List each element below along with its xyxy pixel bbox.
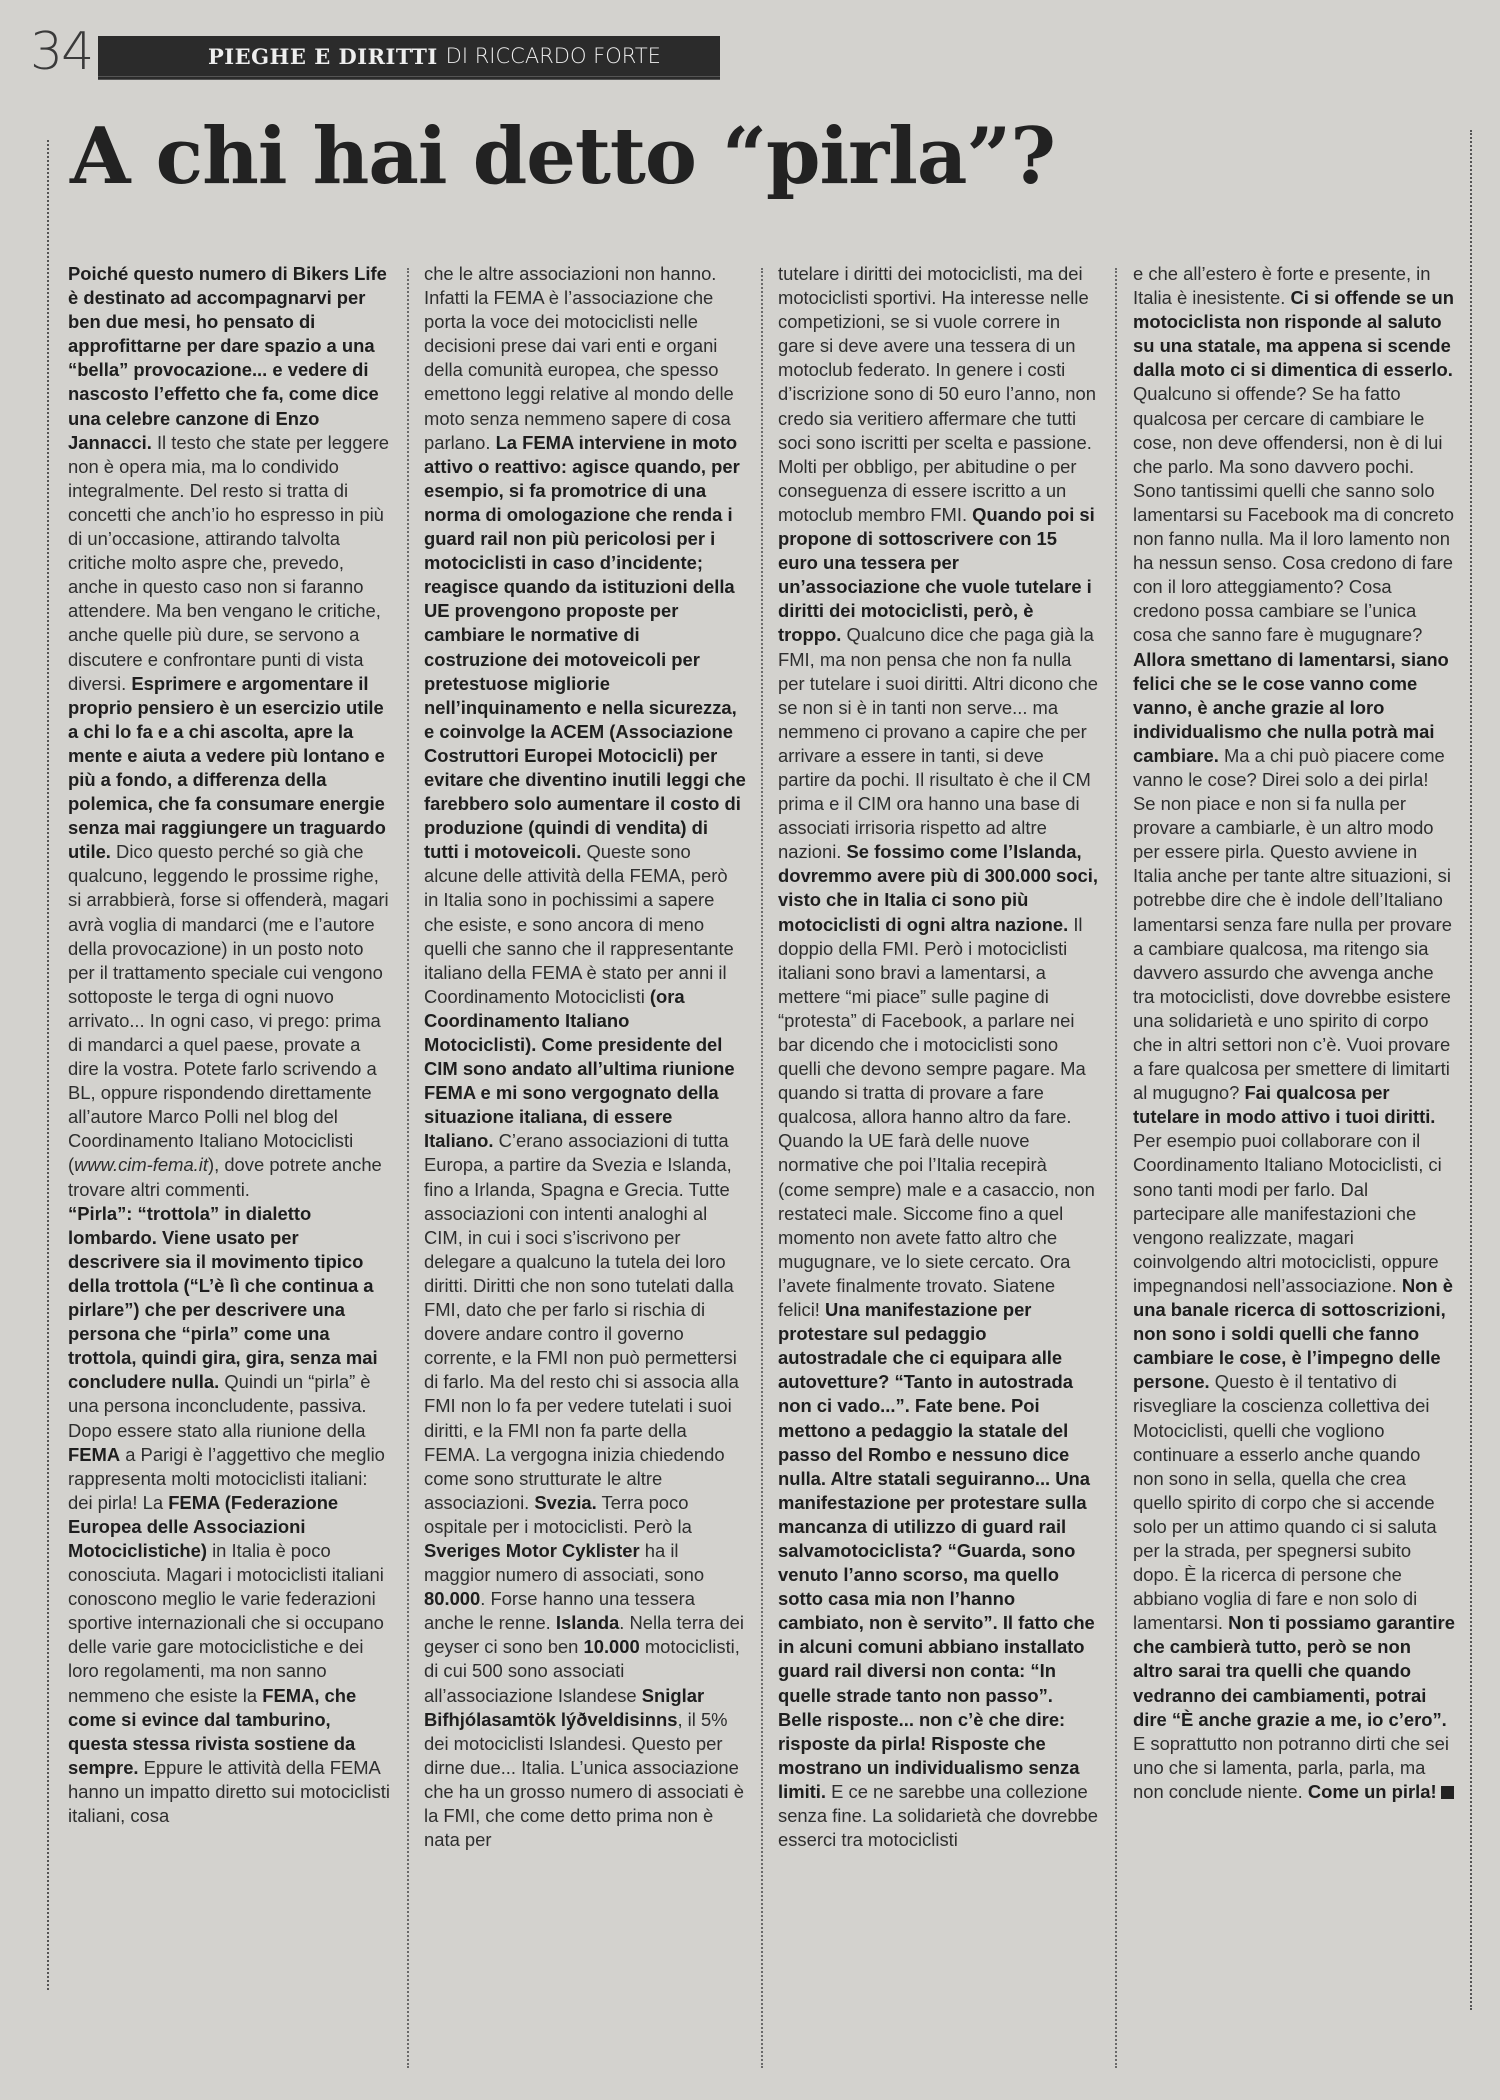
article-column-3: [778, 262, 1100, 2062]
text-run: Il testo che state per leggere non è opera mia, ma lo condivido integralmente. Del resto si tratta di concetti che anch’io ho espresso in più di un’occasione, attirando talvolta critiche molto aspre che, prevedo, anche in questo caso non si faranno attendere. Ma ben vengano le critiche, anche quelle più dure, se servono a discutere e confrontare punti di vista diversi.: [68, 431, 390, 694]
article-paragraph: [68, 262, 390, 1828]
text-run: Qualcuno dice che paga già la FMI, ma non pensa che non fa nulla per tutelare i suoi diritti. Altri dicono che se non si è in tanti non serve... ma nemmeno ci provano a capire che per arrivare a essere in tanti, si deve partire da pochi. Il risultato è che il CM prima e il CIM ora hanno una base di associati irrisoria rispetto ad altre nazioni.: [778, 624, 1098, 863]
bold-text-run: Una manifestazione per protestare sul pedaggio autostradale che ci equipara alle autovetture? “Tanto in autostrada non ci vado...”. Fate bene. Poi mettono a pedaggio la statale del passo del Rombo e nessuno dice nulla. Altre statali seguiranno... Una manifestazione per protestare sulla mancanza di utilizzo di guard rail salvamotociclista? “Guarda, sono venuto l’anno scorso, ma quello sotto casa mia non l’hanno cambiato, non è servito”. Il fatto che in alcuni comuni abbiano installato guard rail diversi non conta: “In quelle strade tanto non passo”. Belle risposte... non c’è che dire: risposte da pirla! Risposte che mostrano un individualismo senza limiti.: [778, 1299, 1095, 1802]
text-run: in Italia è poco conosciuta. Magari i motociclisti italiani conoscono meglio le varie federazioni sportive internazionali che si occupano delle varie gare motociclistiche e dei loro regolamenti, ma non sanno nemmeno che esiste la: [68, 1539, 384, 1706]
text-run: Per esempio puoi collaborare con il Coordinamento Italiano Motociclisti, ci sono tanti modi per farlo. Dal partecipare alle manifestazioni che vengono realizzate, magari coinvolgendo altri motociclisti, oppure impegnandosi nell’associazione.: [1133, 1130, 1442, 1296]
text-run: Eppure le attività della FEMA hanno un impatto diretto sui motociclisti italiani, cosa: [68, 1756, 390, 1826]
column-divider: [407, 268, 409, 2068]
bold-text-run: (ora Coordinamento Italiano Motociclisti). Come presidente del CIM sono andato all’ultima riunione FEMA e mi sono vergognato della situazione italiana, di essere Italiano.: [424, 985, 735, 1152]
bold-text-run: Poiché questo numero di Bikers Life è destinato ad accompagnarvi per ben due mesi, ho pensato di approfittarne per dare spazio a una “bella” provocazione... e vedere di nascosto l’effetto che fa, come dice una celebre canzone di Enzo Jannacci.: [68, 263, 387, 453]
bold-text-run: 10.000: [583, 1636, 640, 1658]
bold-text-run: Quando poi si propone di sottoscrivere con 15 euro una tessera per un’associazione che vuole tutelare i diritti dei motociclisti, però, è troppo.: [778, 503, 1095, 646]
bold-text-run: FEMA: [68, 1443, 121, 1465]
article-column-2: [424, 262, 746, 2062]
author-byline: DI RICCARDO FORTE: [445, 44, 661, 68]
text-run: . Forse hanno una tessera anche le renne.: [424, 1588, 695, 1634]
article-column-1: [68, 262, 390, 2062]
bold-text-run: 80.000: [424, 1588, 481, 1610]
bold-text-run: Allora smettano di lamentarsi, siano felici che se le cose vanno come vanno, è anche grazie al loro individualismo che nulla potrà mai cambiare.: [1133, 648, 1449, 766]
bold-text-run: Come un pirla!: [1307, 1780, 1437, 1802]
text-run: , il 5% dei motociclisti Islandesi. Questo per dirne due... Italia. L’unica associazione che ha un grosso numero di associati è la FMI, che come detto prima non è nata per: [424, 1708, 744, 1851]
article-column-4: [1133, 262, 1455, 2062]
bold-text-run: Islanda: [555, 1612, 620, 1634]
article-paragraph: [1133, 262, 1455, 1804]
text-run: Il doppio della FMI. Però i motociclisti italiani sono bravi a lamentarsi, a mettere “mi piace” sulle pagine di “protesta” di Facebook, a parlare nei bar dicendo che i motociclisti sono quelli che devono sempre pagare. Ma quando si tratta di provare a fare qualcosa, allora hanno altro da fare. Quando la UE farà delle nuove normative che poi l’Italia recepirà (come sempre) male e a casaccio, non restateci male. Siccome fino a quel momento non avete fatto altro che mugugnare, ve lo siete cercato. Ora l’avete finalmente trovato. Siatene felici!: [778, 913, 1095, 1321]
text-run: . Nella terra dei geyser ci sono ben: [424, 1612, 744, 1658]
text-run: Ma a chi può piacere come vanno le cose? Direi solo a dei pirla! Se non piace e non si fa nulla per provare a cambiarle, è un altro modo per essere pirla. Questo avviene in Italia anche per tante altre situazioni, si potrebbe dire che è indole dell’Italiano lamentarsi senza fare nulla per provare a cambiare qualcosa, ma ritengo sia davvero assurdo che avvenga anche tra motociclisti, dove dovrebbe esistere una solidarietà e uno spirito di corpo che in altri settori non c’è. Vuoi provare a fare qualcosa per smettere di limitarti al mugugno?: [1133, 744, 1452, 1104]
left-dotted-rule: [47, 140, 49, 1990]
text-run: tutelare i diritti dei motociclisti, ma dei motociclisti sportivi. Ha interesse nelle competizioni, se si vuole correre in gare si deve avere una tessera di un motoclub federato. In genere i costi d’iscrizione sono di 50 euro l’anno, non credo sia veritiero affermare che tutti soci sono iscritti per scelta e passione. Molti per obbligo, per abitudine o per conseguenza di essere iscritto a un motoclub membro FMI.: [778, 263, 1096, 525]
text-run: C’erano associazioni di tutta Europa, a partire da Svezia e Islanda, fino a Irlanda, Spagna e Grecia. Tutte associazioni con intenti analoghi al CIM, in cui i soci s’iscrivono per delegare a qualcuno la tutela dei loro diritti. Diritti che non sono tutelati dalla FMI, dato che per farlo si rischia di dovere andare contro il governo corrente, e la FMI non può permettersi di farlo. Ma del resto chi si associa alla FMI non lo fa per vedere tutelati i suoi diritti, e la FMI non fa parte della FEMA. La vergogna inizia chiedendo come sono strutturate le altre associazioni.: [424, 1130, 739, 1513]
page-number: 34: [30, 22, 93, 82]
bold-text-run: Fai qualcosa per tutelare in modo attivo i tuoi diritti.: [1133, 1082, 1436, 1128]
text-run: Terra poco ospitale per i motociclisti. Però la: [424, 1491, 692, 1537]
end-of-article-mark: [1441, 1786, 1454, 1799]
text-run: Quindi un “pirla” è una persona inconcludente, passiva. Dopo essere stato alla riunione della: [68, 1371, 371, 1441]
text-run: Questo è il tentativo di risvegliare la coscienza collettiva dei Motociclisti, quelli che vogliono continuare a esserlo anche quando non sono in sella, quella che crea quello spirito di corpo che si accende solo per un attimo quando ci si saluta per la strada, per spegnersi subito dopo. È la ricerca di persone che abbiano voglia di fare e non solo di lamentarsi.: [1133, 1371, 1437, 1634]
text-run: Queste sono alcune delle attività della FEMA, però in Italia sono in pochissimi a sapere che esiste, e sono ancora di meno quelli che sanno che il rappresentante italiano della FEMA è stato per anni il Coordinamento Motociclisti: [424, 841, 734, 1007]
text-run: ha il maggior numero di associati, sono: [424, 1539, 705, 1586]
text-run: che le altre associazioni non hanno. Infatti la FEMA è l’associazione che porta la voce dei motociclisti nelle decisioni prese dai vari enti e organi della comunità europea, che spesso emettono leggi relative al mondo delle moto senza nemmeno sapere di cosa parlano.: [424, 263, 734, 453]
text-run: e che all’estero è forte e presente, in Italia è inesistente.: [1133, 263, 1431, 309]
column-divider: [761, 268, 763, 2068]
bold-text-run: Non ti possiamo garantire che cambierà tutto, però se non altro sarai tra quelli che quando vedranno dei cambiamenti, potrai dire “È anche grazie a me, io c’ero”.: [1133, 1612, 1455, 1730]
bold-text-run: Ci si offende se un motociclista non risponde al saluto su una statale, ma appena si scende dalla moto ci si dimentica di esserlo.: [1133, 287, 1454, 381]
text-run: Qualcuno si offende? Se ha fatto qualcosa per cercare di cambiare le cose, non deve offendersi, non è di lui che parlo. Ma sono davvero pochi. Sono tantissimi quelli che sanno solo lamentarsi su Facebook ma di concreto non fanno nulla. Ma il loro lamento non ha nessun senso. Cosa credono di fare con il loro atteggiamento? Cosa credono possa cambiare se l’unica cosa che sanno fare è mugugnare?: [1133, 383, 1454, 646]
link-text-run: www.cim-fema.it: [74, 1154, 208, 1176]
bold-text-run: Non è una banale ricerca di sottoscrizioni, non sono i soldi quelli che fanno cambiare le cose, è l’impegno delle persone.: [1133, 1274, 1453, 1393]
article-title: A chi hai detto “pirla”?: [70, 111, 1055, 202]
right-dotted-rule: [1470, 130, 1472, 2010]
section-name: PIEGHE E DIRITTI: [208, 43, 438, 69]
text-run: Dico questo perché so già che qualcuno, leggendo le prossime righe, si arrabbierà, forse si offenderà, magari avrà voglia di mandarci (me e l’autore della provocazione) in un posto noto per il trattamento speciale cui vengono sottoposte le terga di ogni nuovo arrivato... In ogni caso, vi prego: prima di mandarci a quel paese, provate a dire la vostra. Potete farlo scrivendo a BL, oppure rispondendo direttamente all’autore Marco Polli nel blog del Coordinamento Italiano Motociclisti (: [68, 841, 389, 1176]
column-divider: [1115, 268, 1117, 2068]
bold-text-run: FEMA (Federazione Europea delle Associazioni Motociclistiche): [68, 1491, 339, 1561]
bold-text-run: “Pirla”: “trottola” in dialetto lombardo. Viene usato per descrivere sia il movimento tipico della trottola (“L’è lì che continua a pirlare”) che per descrivere una persona che “pirla” come una trottola, quindi gira, gira, senza mai concludere nulla.: [68, 1202, 378, 1393]
article-paragraph: [778, 262, 1100, 1852]
section-header-bar: [98, 36, 720, 80]
bold-text-run: FEMA, che come si evince dal tamburino, questa stessa rivista sostiene da sempre.: [68, 1684, 357, 1778]
text-run: E ce ne sarebbe una collezione senza fine. La solidarietà che dovrebbe esserci tra motociclisti: [778, 1780, 1099, 1851]
bold-text-run: Esprimere e argomentare il proprio pensiero è un esercizio utile a chi lo fa e a chi ascolta, apre la mente e aiuta a vedere più lontano e più a fondo, a differenza della polemica, che fa consumare energie senza mai raggiungere un traguardo utile.: [68, 672, 386, 863]
text-run: ), dove potrete anche trovare altri commenti.: [68, 1154, 382, 1200]
text-run: a Parigi è l’aggettivo che meglio rappresenta molti motociclisti italiani: dei pirla! La: [68, 1443, 385, 1513]
bold-text-run: Sniglar Bifhjólasamtök lýðveldisinns: [424, 1684, 705, 1730]
article-paragraph: [424, 262, 746, 1852]
bold-text-run: Se fossimo come l’Islanda, dovremmo avere più di 300.000 soci, visto che in Italia ci sono più motociclisti di ogni altra nazione.: [778, 841, 1098, 935]
text-run: E soprattutto non potranno dirti che sei uno che si lamenta, parla, parla, ma non conclude niente.: [1133, 1732, 1449, 1802]
bold-text-run: Svezia.: [534, 1491, 597, 1513]
text-run: motociclisti, di cui 500 sono associati all’associazione Islandese: [424, 1636, 740, 1706]
bold-text-run: Sveriges Motor Cyklister: [424, 1539, 640, 1561]
bold-text-run: La FEMA interviene in moto attivo o reattivo: agisce quando, per esempio, si fa promotrice di una norma di omologazione che renda i guard rail non più pericolosi per i motociclisti in caso d’incidente; reagisce quando da istituzioni della UE provengono proposte per cambiare le normative di costruzione dei motoveicoli per pretestuose migliorie nell’inquinamento e nella sicurezza, e coinvolge la ACEM (Associazione Costruttori Europei Motocicli) per evitare che diventino inutili leggi che farebbero solo aumentare il costo di produzione (quindi di vendita) di tutti i motoveicoli.: [424, 431, 746, 863]
